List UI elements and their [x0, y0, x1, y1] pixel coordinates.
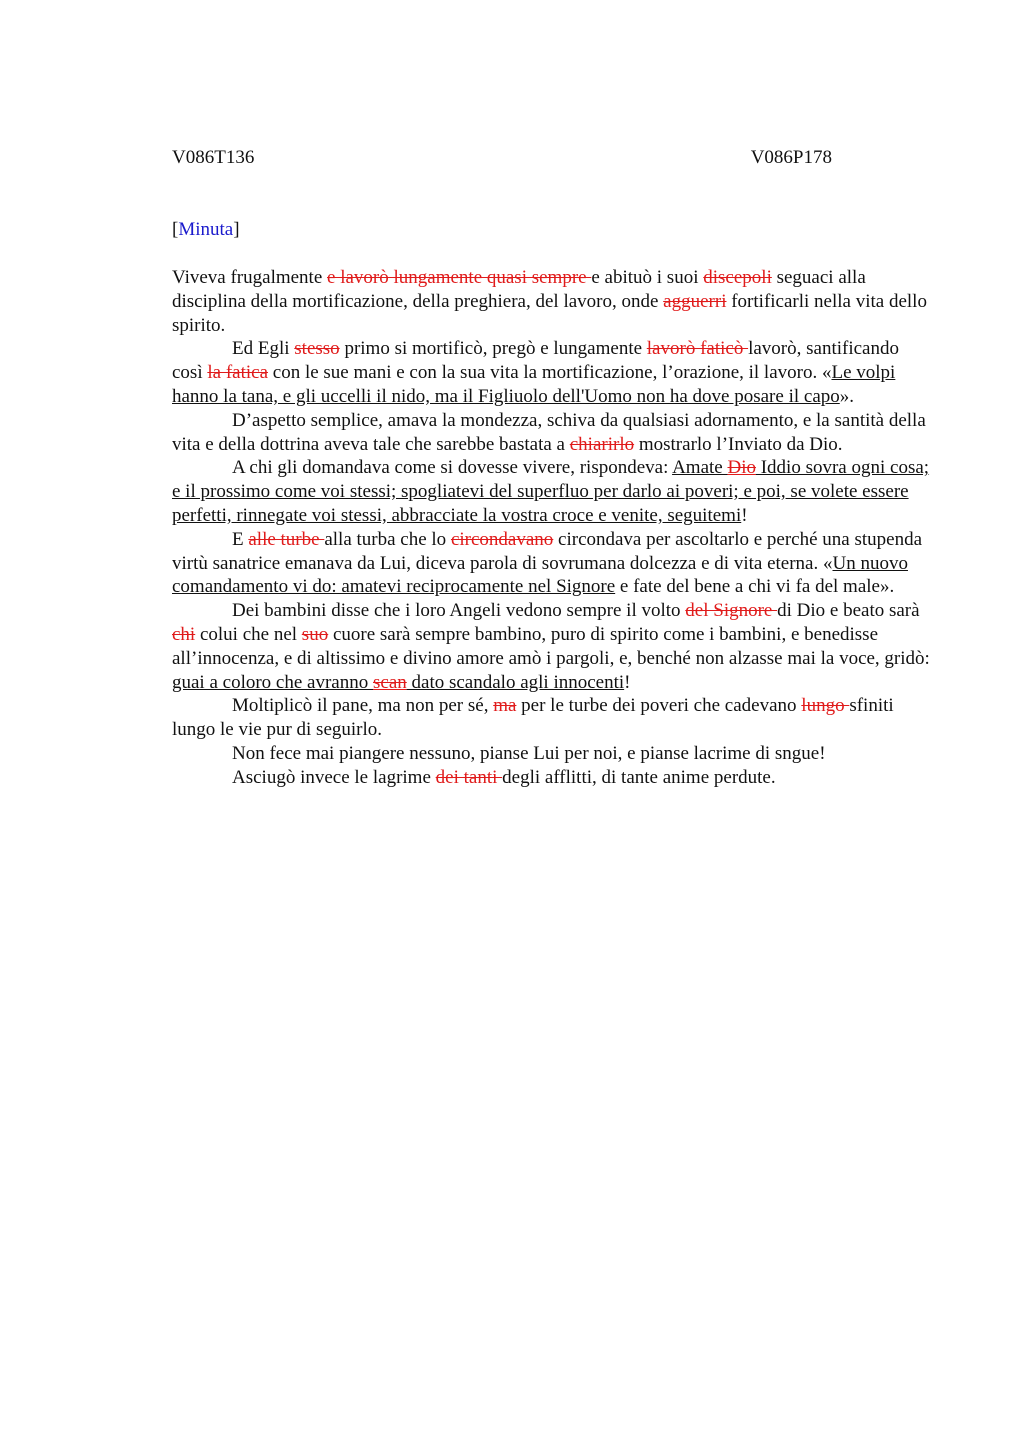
- section-label: [172, 218, 240, 242]
- paragraph-2: [172, 337, 934, 408]
- deleted-text: Dio: [727, 457, 756, 479]
- deleted-text: ma: [493, 695, 517, 717]
- deleted-text: lungo: [801, 695, 850, 717]
- deleted-text: scan: [373, 671, 407, 693]
- deleted-text: dei tanti: [435, 766, 503, 788]
- deleted-text: discepoli: [703, 267, 772, 288]
- deleted-text: stesso: [294, 338, 340, 360]
- text-run: lavorò, santificando così: [172, 338, 899, 384]
- text-run: fortificarli nella vita dello spirito.: [172, 290, 927, 336]
- deleted-text: circondavano: [450, 528, 554, 550]
- paragraph-1: [172, 266, 934, 337]
- paragraph-6: [172, 599, 934, 694]
- text-run: per le turbe dei poveri che cadevano: [516, 695, 802, 717]
- section-label-text: Minuta: [178, 219, 234, 240]
- text-run: Non fece mai piangere nessuno, pianse Lui per noi, e pianse lacrime di sngue!: [232, 742, 826, 764]
- quoted-text: Le volpi hanno la tana, e gli uccelli il nido, ma il Figliuolo dell'Uomo non ha dove posare il capo: [172, 362, 896, 407]
- text-run: Viveva frugalmente: [172, 267, 328, 288]
- deleted-text: lavorò faticò: [646, 338, 749, 360]
- deleted-text: alle turbe: [248, 528, 325, 550]
- deleted-text: e lavorò lungamente quasi sempre: [327, 267, 592, 288]
- deleted-text: chi: [172, 623, 196, 645]
- document-code-left: V086T136: [172, 147, 255, 168]
- deleted-text: chiarirlo: [569, 433, 635, 455]
- quoted-text-run: guai a coloro che avranno: [172, 671, 373, 693]
- text-run: ».: [839, 385, 854, 407]
- text-run: e abituò i suoi: [591, 267, 704, 288]
- text-run: alla turba che lo: [324, 528, 451, 550]
- text-run: !: [624, 671, 631, 693]
- text-run: Moltiplicò il pane, ma non per sé,: [232, 695, 494, 717]
- quoted-text: [172, 672, 624, 693]
- paragraph-5: [172, 528, 934, 599]
- deleted-text: del Signore: [685, 600, 778, 622]
- paragraph-8: [172, 742, 934, 766]
- text-run: e fate del bene a chi vi fa del male».: [615, 576, 895, 598]
- quoted-text-run: Amate: [672, 457, 728, 479]
- paragraph-7: [172, 694, 934, 742]
- quoted-text-run: Iddio sovra ogni cosa; e il prossimo come voi stessi; spogliatevi del superfluo per darlo ai poveri; e poi, se volete essere perfetti, rinnegate voi stessi, abbracciate la vostra croce e venite, seguitemi: [172, 457, 930, 526]
- text-run: Dei bambini disse che i loro Angeli vedono sempre il volto: [232, 600, 686, 622]
- section-bracket-close: ]: [233, 219, 240, 240]
- text-run: circondava per ascoltarlo e perché una stupenda virtù sanatrice emanava da Lui, diceva parola di sovrumana dolcezza e di vita eterna. «: [172, 528, 923, 574]
- deleted-text: la fatica: [207, 362, 269, 384]
- text-run: di Dio e beato sarà: [777, 600, 920, 622]
- document-code-right: V086P178: [750, 147, 832, 168]
- section-bracket-open: [: [172, 219, 179, 240]
- text-run: colui che nel: [195, 623, 302, 645]
- text-run: cuore sarà sempre bambino, puro di spirito come i bambini, e benedisse all’innocenza, e di altissimo e divino amore amò i pargoli, e, benché non alzasse mai la voce, gridò:: [172, 623, 930, 669]
- paragraph-4: [172, 456, 934, 527]
- text-run: !: [741, 504, 748, 526]
- text-run: Ed Egli: [232, 338, 295, 360]
- text-run: mostrarlo l’Inviato da Dio.: [634, 433, 843, 455]
- text-run: E: [232, 528, 249, 550]
- quoted-text: Un nuovo comandamento vi do: amatevi reciprocamente nel Signore: [172, 552, 908, 598]
- text-run: Asciugò invece le lagrime: [232, 766, 436, 788]
- text-run: seguaci alla disciplina della mortificazione, della preghiera, del lavoro, onde: [172, 267, 866, 312]
- text-run: D’aspetto semplice, amava la mondezza, schiva da qualsiasi adornamento, e la santità della vita e della dottrina aveva tale che sarebbe bastata a: [172, 409, 926, 455]
- text-run: primo si mortificò, pregò e lungamente: [339, 338, 647, 360]
- text-run: con le sue mani e con la sua vita la mortificazione, l’orazione, il lavoro. «: [268, 362, 832, 384]
- text-run: degli afflitti, di tante anime perdute.: [502, 766, 776, 788]
- document-body: [172, 266, 934, 790]
- paragraph-3: [172, 409, 934, 457]
- document-header: [172, 146, 832, 170]
- text-run: sfiniti lungo le vie pur di seguirlo.: [172, 695, 894, 741]
- text-run: A chi gli domandava come si dovesse vivere, rispondeva:: [232, 457, 673, 479]
- paragraph-9: [172, 766, 934, 790]
- deleted-text: agguerri: [663, 290, 727, 312]
- deleted-text: suo: [301, 623, 329, 645]
- quoted-text-run: dato scandalo agli innocenti: [406, 671, 625, 693]
